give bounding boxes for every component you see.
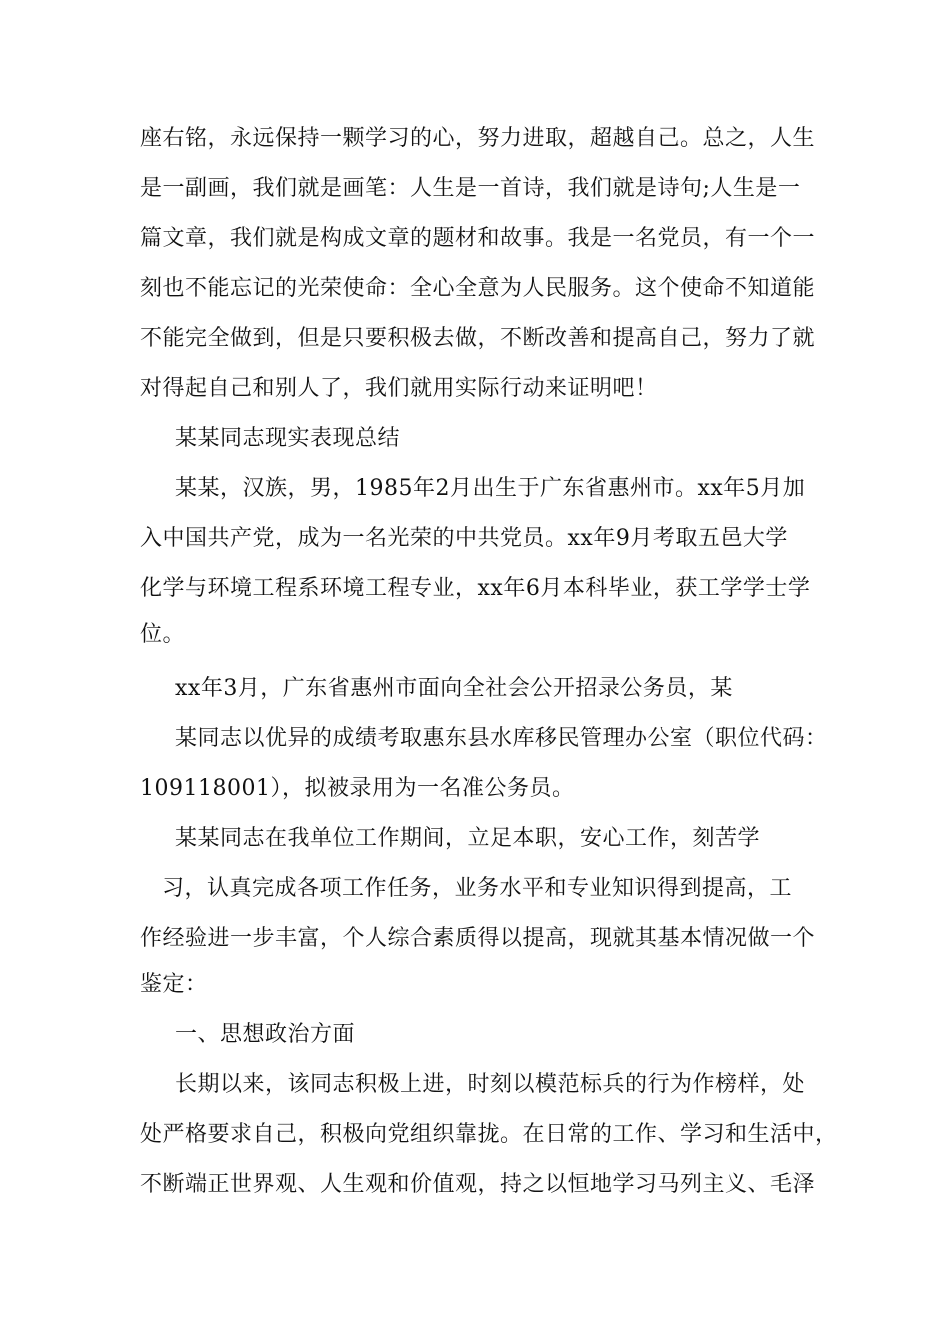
section-heading: 一、思想政治方面 xyxy=(175,1022,356,1047)
text-line: 化学与环境工程系环境工程专业，xx年6月本科毕业，获工学学士学 xyxy=(140,576,811,601)
text-line: 入中国共产党，成为一名光荣的中共党员。xx年9月考取五邑大学 xyxy=(140,526,788,551)
text-line: 不能完全做到，但是只要积极去做，不断改善和提高自己，努力了就 xyxy=(140,326,816,351)
text-line: 对得起自己和别人了，我们就用实际行动来证明吧！ xyxy=(140,376,658,401)
text-line: 鉴定： xyxy=(140,972,208,997)
text-line: 座右铭，永远保持一颗学习的心，努力进取，超越自己。总之，人生 xyxy=(140,126,816,151)
text-line: xx年3月，广东省惠州市面向全社会公开招录公务员，某 xyxy=(175,676,733,701)
text-line: 刻也不能忘记的光荣使命：全心全意为人民服务。这个使命不知道能 xyxy=(140,276,816,301)
text-line: 作经验进一步丰富，个人综合素质得以提高，现就其基本情况做一个 xyxy=(140,926,816,951)
text-line: 不断端正世界观、人生观和价值观，持之以恒地学习马列主义、毛泽 xyxy=(140,1172,816,1197)
section-title: 某某同志现实表现总结 xyxy=(175,426,401,451)
text-line: 处严格要求自己，积极向党组织靠拢。在日常的工作、学习和生活中， xyxy=(140,1122,838,1147)
text-line: 109118001），拟被录用为一名准公务员。 xyxy=(140,776,575,801)
text-line: 某某，汉族，男，1985年2月出生于广东省惠州市。xx年5月加 xyxy=(175,476,806,501)
text-line: 某同志以优异的成绩考取惠东县水库移民管理办公室（职位代码： xyxy=(175,726,828,751)
text-line: 位。 xyxy=(140,622,186,647)
text-line: 是一副画，我们就是画笔：人生是一首诗，我们就是诗句;人生是一 xyxy=(140,176,801,201)
text-line: 某某同志在我单位工作期间，立足本职，安心工作，刻苦学 xyxy=(175,826,761,851)
text-line: 习，认真完成各项工作任务，业务水平和专业知识得到提高，工 xyxy=(162,876,793,901)
text-line: 篇文章，我们就是构成文章的题材和故事。我是一名党员，有一个一 xyxy=(140,226,816,251)
text-line: 长期以来，该同志积极上进，时刻以模范标兵的行为作榜样，处 xyxy=(175,1072,806,1097)
